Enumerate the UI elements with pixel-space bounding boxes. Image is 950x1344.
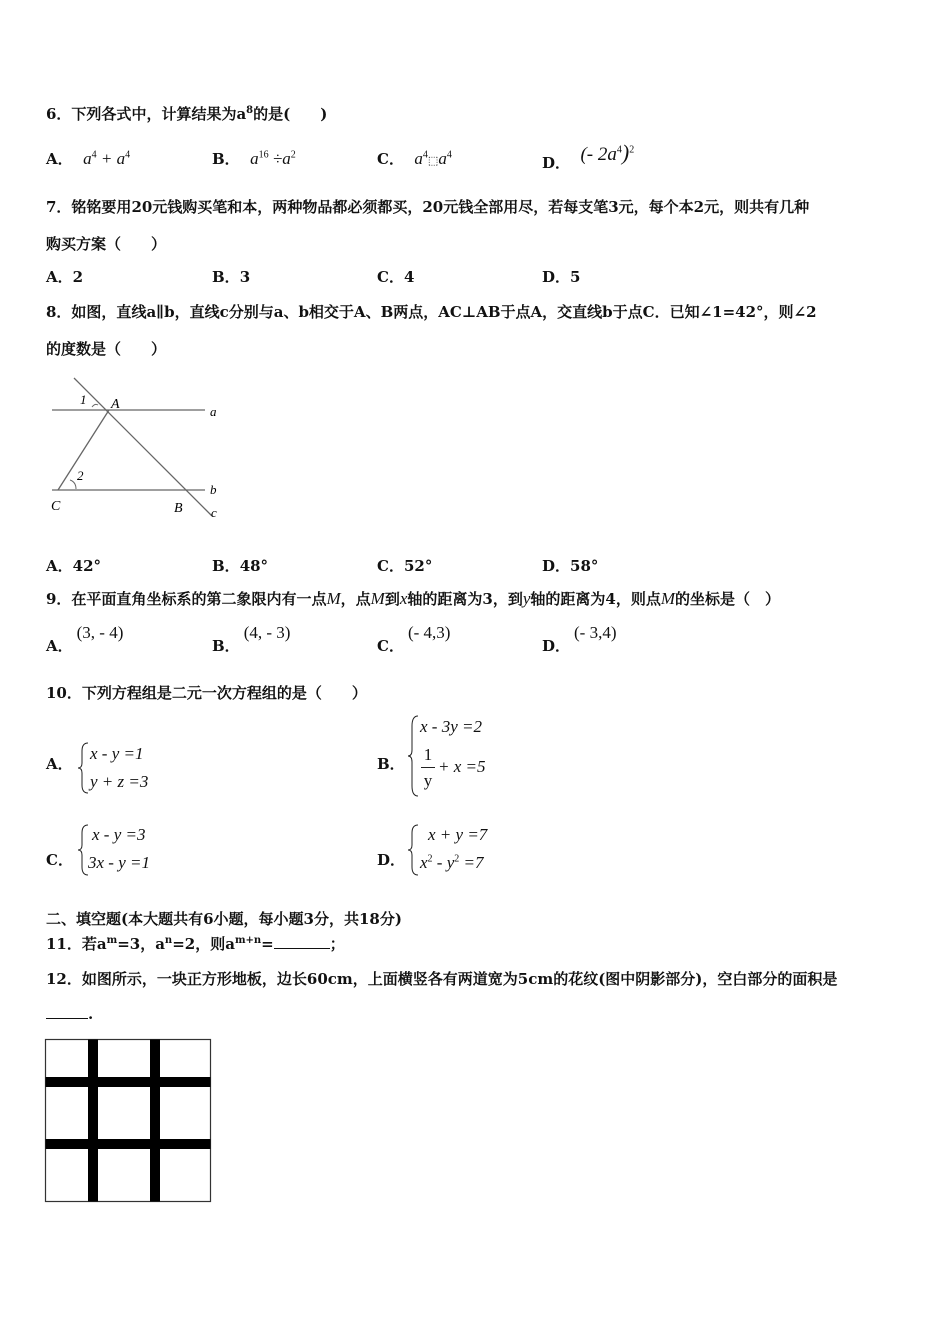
floor-square (46, 1040, 211, 1202)
q8-option-b: B．48° (212, 557, 269, 575)
q7-stem-line2: 购买方案（ ） (46, 235, 167, 253)
q6-option-c: C． $a^4⬚a^4$ (377, 149, 452, 168)
q8-stem-line1: 8．如图，直线a∥b，直线c分别与a、b相交于A、B两点，AC⊥AB于点A，交直线b于点C．已知∠1=42°，则∠2 (46, 303, 817, 321)
q12-floor-figure (44, 1038, 214, 1204)
q10-d-eq2: $x^2 - y^2 =7$ (420, 853, 484, 872)
line-b-label: b (210, 482, 217, 497)
q7-stem-line1: 7．铭铭要用20元钱购买笔和本，两种物品都必须都买，20元钱全部用尽，若每支笔3元，每个本2元，则共有几种 (46, 198, 810, 216)
q11-answer-blank[interactable] (274, 948, 330, 949)
q12-answer-blank[interactable] (46, 1018, 88, 1019)
q9-option-b: B．(4, - 3) (212, 623, 291, 655)
horizontal-stripe-2 (46, 1139, 211, 1149)
q9-stem: 9．在平面直角坐标系的第二象限内有一点M，点M到x轴的距离为3，到y轴的距离为4，则点M的坐标是（ ） (46, 589, 781, 608)
q8-geometry-figure (40, 372, 240, 522)
q10-c-eq1: x - y =3 (92, 825, 146, 844)
q12-stem-line1: 12．如图所示，一块正方形地板，边长60cm，上面横竖各有两道宽为5cm的花纹(图中阴影部分)，空白部分的面积是 (46, 970, 838, 988)
q6-option-d: D． (- $2a^4)^2$ (542, 140, 635, 172)
q6-option-b: B． $a^{16} \div a^2$ (212, 149, 296, 168)
q10-stem: 10．下列方程组是二元一次方程组的是（ ） (46, 684, 367, 702)
q10-a-eq2: y + z =3 (90, 772, 149, 791)
q10-a-brace (76, 741, 90, 795)
q8-option-c: C．52° (377, 557, 433, 575)
q6-stem: 6．下列各式中，计算结果为$a^8$的是( ) (46, 105, 328, 123)
q7-option-b: B．3 (212, 268, 251, 286)
point-c-label: C (51, 499, 61, 514)
q10-b-brace (406, 714, 420, 798)
q7-option-a: A．2 (46, 268, 84, 286)
q10-b-fraction-bar (421, 767, 435, 768)
line-c (74, 378, 212, 516)
q8-option-d: D．58° (542, 557, 599, 575)
q10-d-brace (406, 823, 420, 877)
horizontal-stripe-1 (46, 1077, 211, 1087)
q10-b-fraction-den: y (423, 771, 433, 790)
q10-b-eq1: x - 3y =2 (420, 717, 482, 736)
q10-b-fraction-num: 1 (423, 745, 433, 764)
q8-option-a: A．42° (46, 557, 102, 575)
angle-2-arc (70, 480, 76, 489)
vertical-stripe-2 (150, 1040, 160, 1202)
point-b-label: B (174, 501, 183, 516)
q10-c-eq2: 3x - y =1 (88, 853, 150, 872)
q8-stem-line2: 的度数是（ ） (46, 340, 167, 358)
q9-option-a: A．(3, - 4) (46, 623, 124, 655)
angle-2-label: 2 (77, 468, 84, 483)
point-a-label: A (111, 397, 120, 412)
q12-stem-line2: . (46, 1005, 93, 1023)
q6-option-a: A． $a^4 + a^4$ (46, 149, 131, 168)
q10-d-eq1: x + y =7 (428, 825, 488, 844)
q10-option-a-label: A． (46, 755, 73, 773)
angle-1-arc (92, 404, 98, 407)
q7-option-d: D．5 (542, 268, 581, 286)
segment-ac (58, 410, 109, 490)
q10-b-eq2-rest: + x =5 (438, 757, 486, 776)
q9-option-d: D．(- 3,4) (542, 623, 617, 655)
q10-option-d-label: D． (377, 851, 406, 869)
line-c-label: c (211, 505, 217, 520)
q10-option-b-label: B． (377, 755, 405, 773)
line-a-label: a (210, 404, 217, 419)
q10-a-eq1: x - y =1 (90, 744, 144, 763)
section-2-title: 二、填空题(本大题共有6小题，每小题3分，共18分) (46, 910, 402, 928)
q7-option-c: C．4 (377, 268, 415, 286)
vertical-stripe-1 (88, 1040, 98, 1202)
q11-stem: 11．若$a^m=3$，$a^n=2$，则$a^{m+n}=$ ； (46, 935, 345, 953)
q10-option-c-label: C． (46, 851, 73, 869)
q9-option-c: C．(- 4,3) (377, 623, 451, 655)
angle-1-label: 1 (80, 392, 87, 407)
